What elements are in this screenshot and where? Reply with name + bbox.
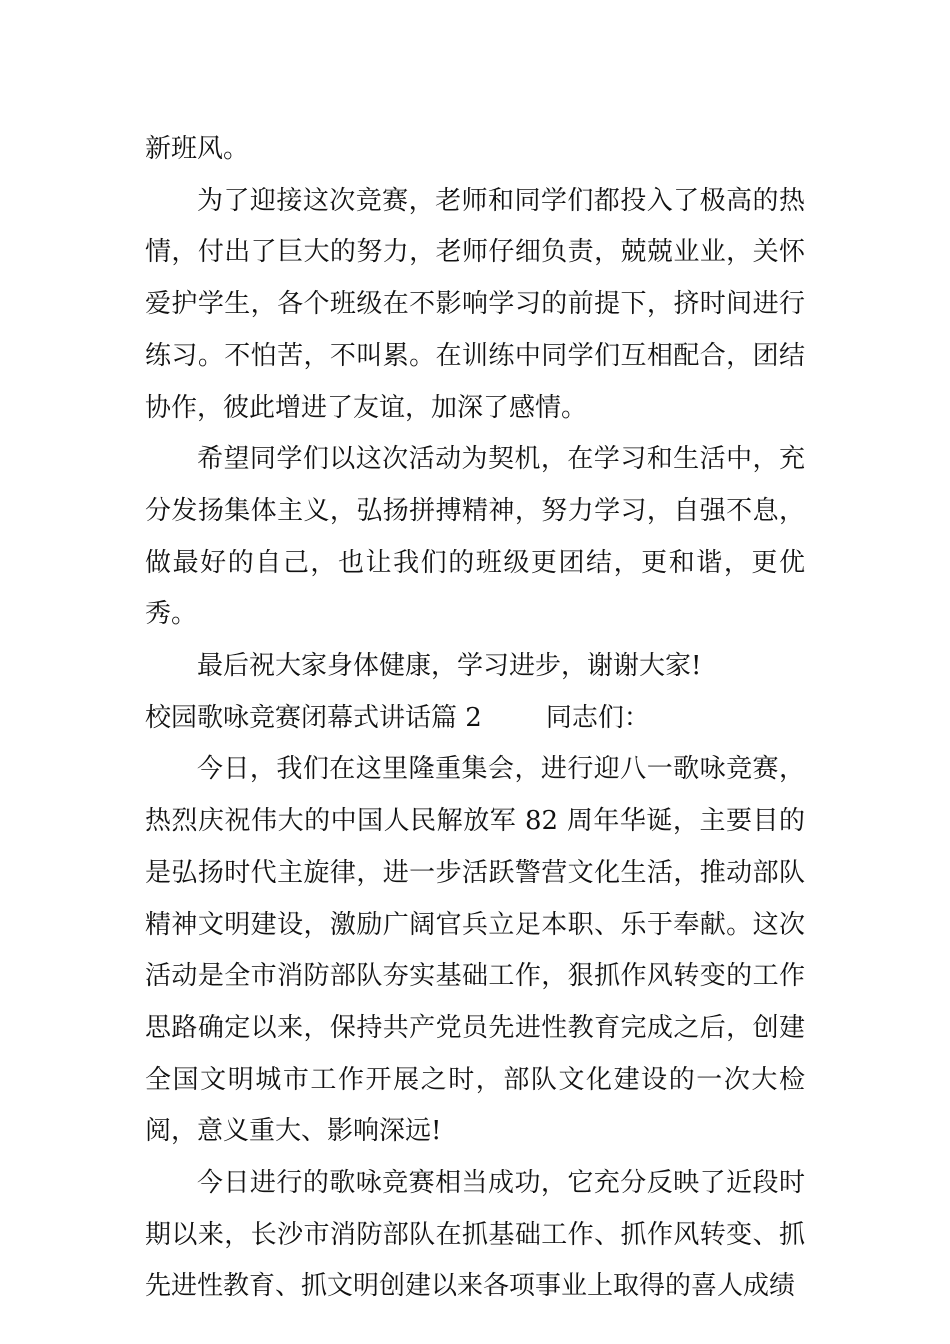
section-title: 校园歌咏竞赛闭幕式讲话篇 2 [145,702,482,733]
paragraph-opening: 今日，我们在这里隆重集会，进行迎八一歌咏竞赛，热烈庆祝伟大的中国人民解放军 82 周年华诞，主要目的是弘扬时代主旋律，进一步活跃警营文化生活，推动部队精神文明建设，激励广阔官兵立足本职、乐于奉献。这次活动是全市消防部队夯实基础工作，狠抓作风转变的工作思路确定以来，保持共产党员先进性教育完成之后，创建全国文明城市工作开展之时，部队文化建设的一次大检阅，意义重大、影响深远! [145,754,805,1147]
document-body [145,124,805,1313]
paragraph-preparation: 为了迎接这次竞赛，老师和同学们都投入了极高的热情，付出了巨大的努力，老师仔细负责，兢兢业业，关怀爱护学生，各个班级在不影响学习的前提下，挤时间进行练习。不怕苦，不叫累。在训练中同学们互相配合，团结协作，彼此增进了友谊，加深了感情。 [145,185,805,423]
paragraph-continuation: 新班风。 [145,134,250,164]
salutation: 同志们： [545,702,650,733]
paragraph-hope: 希望同学们以这次活动为契机，在学习和生活中，充分发扬集体主义，弘扬拼搏精神，努力学习，自强不息，做最好的自己，也让我们的班级更团结，更和谐，更优秀。 [145,444,805,630]
paragraph-success: 今日进行的歌咏竞赛相当成功，它充分反映了近段时期以来，长沙市消防部队在抓基础工作、抓作风转变、抓先进性教育、抓文明创建以来各项事业上取得的喜人成绩 [145,1168,805,1302]
section-heading [145,693,805,745]
paragraph-closing-wishes: 最后祝大家身体健康，学习进步，谢谢大家! [197,651,702,682]
